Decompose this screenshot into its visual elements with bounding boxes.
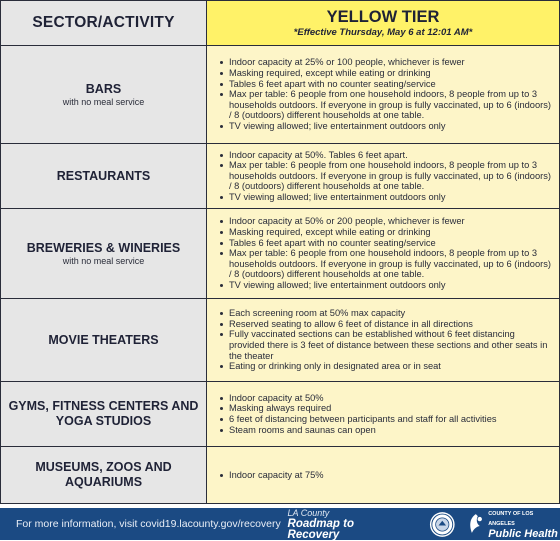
sector-name: BREWERIES & WINERIES	[26, 240, 181, 255]
rule-item: Indoor capacity at 25% or 100 people, whichever is fewer	[229, 57, 551, 68]
roadmap-logo	[288, 508, 407, 541]
rule-item: Indoor capacity at 50%. Tables 6 feet apart.	[229, 150, 551, 161]
rule-item: Masking always required	[229, 403, 551, 414]
rule-item: Eating or drinking only in designated area or in seat	[229, 361, 551, 372]
table-row	[1, 447, 560, 504]
sector-name: GYMS, FITNESS CENTERS AND YOGA STUDIOS	[8, 399, 199, 428]
more-info-text: For more information, visit covid19.lacounty.gov/recovery	[16, 518, 281, 530]
sector-cell	[1, 299, 207, 382]
rules-list	[207, 57, 559, 131]
sector-cell	[1, 209, 207, 299]
rule-item: TV viewing allowed; live entertainment outdoors only	[229, 121, 551, 132]
public-health-logo-title: Public Health	[488, 528, 558, 540]
rules-cell	[207, 382, 560, 447]
rule-item: Tables 6 feet apart with no counter seating/service	[229, 79, 551, 90]
rules-cell	[207, 209, 560, 299]
sector-note: with no meal service	[62, 255, 145, 266]
public-health-logo-county: COUNTY OF LOS ANGELES	[488, 511, 534, 527]
rule-item: Masking required, except while eating or drinking	[229, 68, 551, 79]
table-row	[1, 382, 560, 447]
footer-bar	[0, 508, 560, 540]
public-health-mark-icon	[466, 513, 486, 535]
rule-item: Masking required, except while eating or drinking	[229, 227, 551, 238]
tier-title: YELLOW TIER	[326, 7, 440, 26]
sector-name: MUSEUMS, ZOOS AND AQUARIUMS	[35, 460, 172, 489]
rules-cell	[207, 299, 560, 382]
table-row	[1, 46, 560, 144]
tier-effective-date: *Effective Thursday, May 6 at 12:01 AM*	[293, 26, 473, 38]
tier-column-header	[207, 1, 560, 46]
rules-list	[207, 470, 559, 481]
sector-column-header: SECTOR/ACTIVITY	[1, 1, 207, 46]
rule-item: Tables 6 feet apart with no counter seating/service	[229, 238, 551, 249]
rule-item: Reserved seating to allow 6 feet of distance in all directions	[229, 319, 551, 330]
rule-item: Steam rooms and saunas can open	[229, 425, 551, 436]
rules-cell	[207, 447, 560, 504]
rule-item: Max per table: 6 people from one household indoors, 8 people from up to 3 households outdoors. If everyone in group is fully vaccinated, up to 6 (indoors) / 8 (outdoors) different households at one table.	[229, 248, 551, 280]
rule-item: 6 feet of distancing between participants and staff for all activities	[229, 414, 551, 425]
sector-name: BARS	[85, 81, 122, 96]
sector-cell	[1, 144, 207, 209]
sector-cell	[1, 382, 207, 447]
table-row	[1, 209, 560, 299]
rule-item: TV viewing allowed; live entertainment outdoors only	[229, 192, 551, 203]
public-health-logo	[466, 509, 560, 539]
table-row	[1, 144, 560, 209]
sector-cell	[1, 447, 207, 504]
rules-cell	[207, 46, 560, 144]
rule-item: Each screening room at 50% max capacity	[229, 308, 551, 319]
sector-name: MOVIE THEATERS	[48, 332, 159, 347]
table-body	[1, 46, 560, 504]
rules-cell	[207, 144, 560, 209]
county-seal-icon	[429, 511, 456, 538]
sector-cell	[1, 46, 207, 144]
rule-item: Max per table: 6 people from one household indoors, 8 people from up to 3 households outdoors. If everyone in group is fully vaccinated, up to 6 (indoors) / 8 (outdoors) different households at one table.	[229, 160, 551, 192]
sector-note: with no meal service	[62, 96, 145, 107]
rules-list	[207, 150, 559, 203]
rule-item: Indoor capacity at 50%	[229, 393, 551, 404]
rule-item: TV viewing allowed; live entertainment outdoors only	[229, 280, 551, 291]
rule-item: Indoor capacity at 50% or 200 people, whichever is fewer	[229, 216, 551, 227]
rule-item: Fully vaccinated sections can be established without 6 feet distancing provided there is 3 feet of distance between these sections and other seats in the theater	[229, 329, 551, 361]
header-row	[1, 1, 560, 46]
table-row	[1, 299, 560, 382]
rules-list	[207, 308, 559, 372]
rules-list	[207, 216, 559, 290]
roadmap-logo-title: Roadmap to Recovery	[287, 517, 354, 541]
roadmap-logo-county: LA County	[287, 507, 330, 518]
sector-name: RESTAURANTS	[56, 168, 151, 183]
rules-list	[207, 393, 559, 435]
rule-item: Indoor capacity at 75%	[229, 470, 551, 481]
rule-item: Max per table: 6 people from one household indoors, 8 people from up to 3 households outdoors. If everyone in group is fully vaccinated, up to 6 (indoors) / 8 (outdoors) different households at one table.	[229, 89, 551, 121]
